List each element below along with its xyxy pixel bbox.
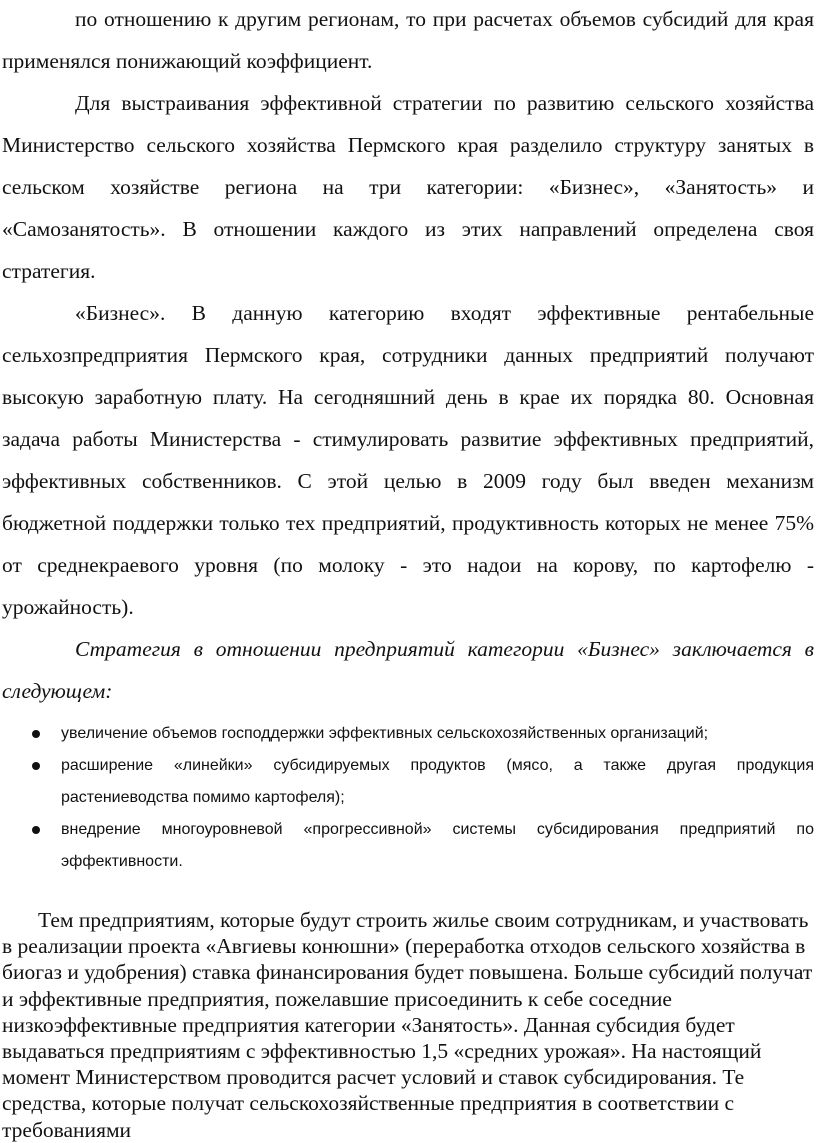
list-item (2, 814, 814, 878)
bullet-icon (32, 826, 40, 834)
strategy-bullet-list (2, 718, 814, 878)
list-item (2, 750, 814, 814)
bullet-icon (32, 762, 40, 770)
bullet-icon (32, 730, 40, 738)
paragraph-business-category: «Бизнес». В данную категорию входят эффективные рентабельные сельхозпредприятия Пермского края, сотрудники данных предприятий получают высокую заработную плату. На сегодняшний день в крае их порядка 80. Основная задача работы Министерства - стимулировать развитие эффективных предприятий, эффективных собственников. С этой целью в 2009 году был введен механизм бюджетной поддержки только тех предприятий, продуктивность которых не менее 75% от среднекраевого уровня (по молоку - это надои на корову, по картофелю - урожайность). (2, 301, 814, 619)
paragraph-business-strategy-heading: Стратегия в отношении предприятий категории «Бизнес» заключается в следующем: (2, 637, 814, 703)
list-item-text: внедрение многоуровневой «прогрессивной» системы субсидирования предприятий по эффективности. (61, 821, 814, 870)
list-item (2, 718, 814, 750)
list-item-text: увеличение объемов господдержки эффективных сельскохозяйственных организаций; (61, 725, 709, 742)
paragraph-strategy-intro: Для выстраивания эффективной стратегии по развитию сельского хозяйства Министерство сельского хозяйства Пермского края разделило структуру занятых в сельском хозяйстве региона на три категории: «Бизнес», «Занятость» и «Самозанятость». В отношении каждого из этих направлений определена своя стратегия. (2, 91, 814, 283)
list-item-text: расширение «линейки» субсидируемых продуктов (мясо, а также другая продукция растениеводства помимо картофеля); (61, 757, 814, 806)
paragraph-continuation: по отношению к другим регионам, то при расчетах объемов субсидий для края применялся понижающий коэффициент. (2, 7, 814, 73)
paragraph-subsidies-details: Тем предприятиям, которые будут строить жилье своим сотрудникам, и участвовать в реализации проекта «Авгиевы конюшни» (переработка отходов сельского хозяйства в биогаз и удобрения) ставка финансирования будет повышена. Больше субсидий получат и эффективные предприятия, пожелавшие присоединить к себе соседние низкоэффективные предприятия категории «Занятость». Данная субсидия будет выдаваться предприятиям с эффективностью 1,5 «средних урожая». На настоящий момент Министерством проводится расчет условий и ставок субсидирования. Те средства, которые получат сельскохозяйственные предприятия в соответствии с требованиями (2, 908, 813, 1142)
